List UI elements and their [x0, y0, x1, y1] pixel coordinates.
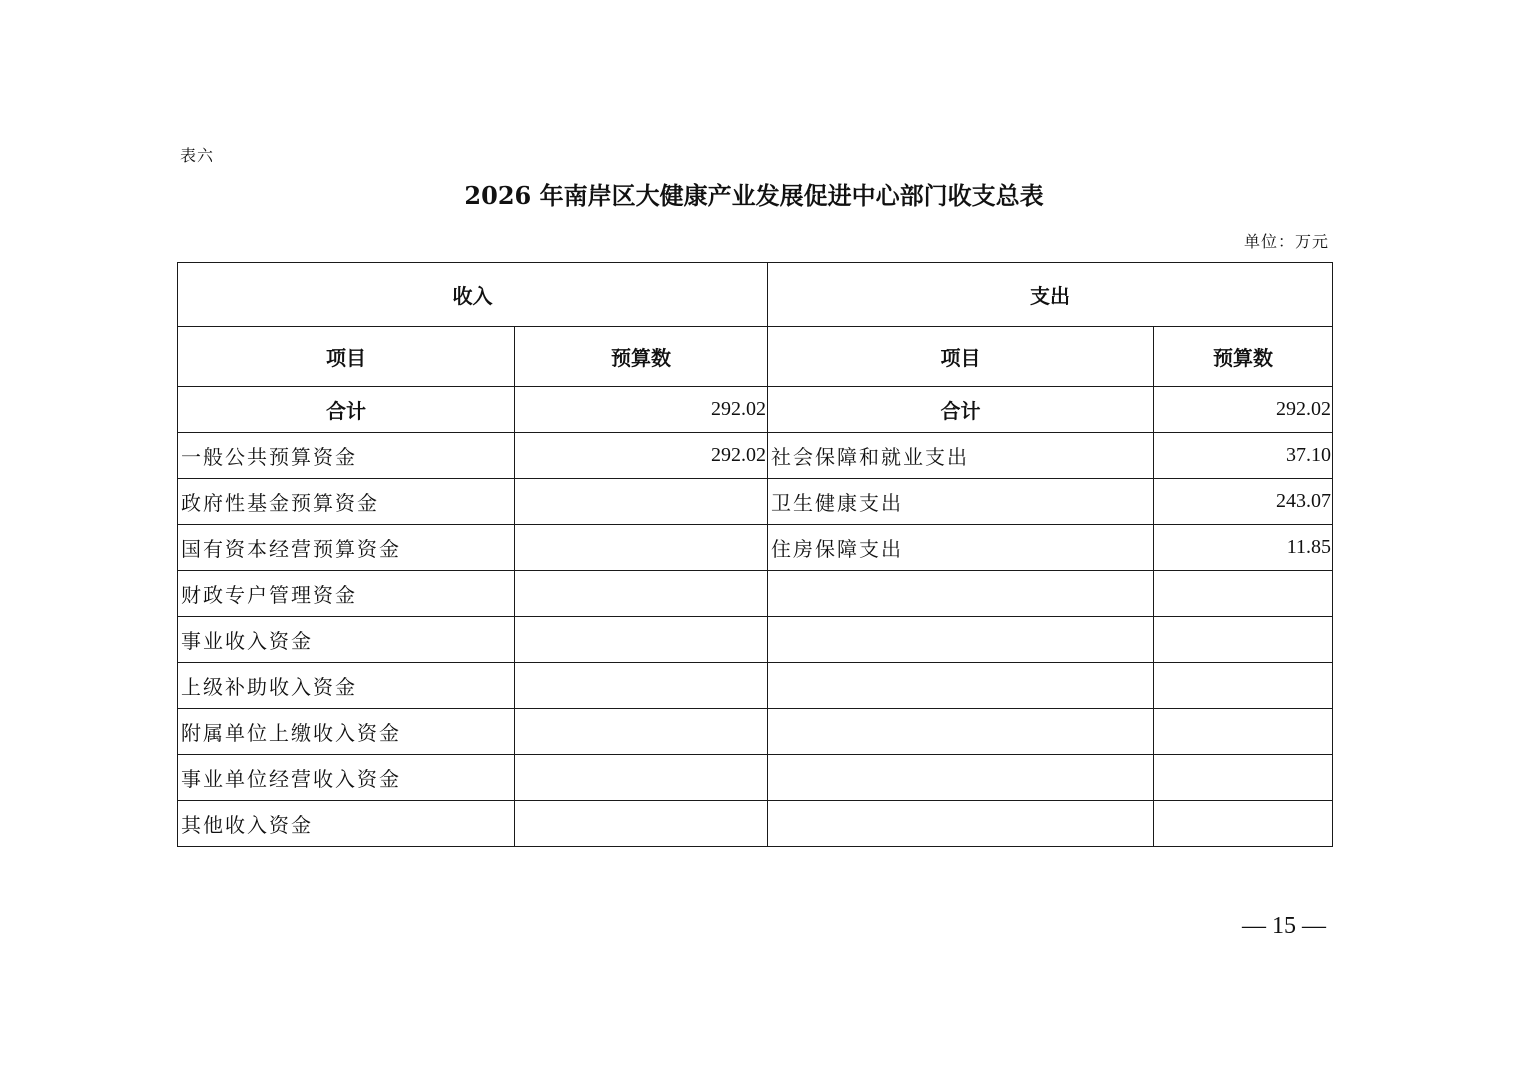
expense-value-cell [1154, 755, 1333, 801]
table-row [178, 663, 1333, 709]
expense-item-cell: 卫生健康支出 [768, 479, 1154, 525]
expense-value-cell [1154, 571, 1333, 617]
table-label: 表六 [180, 146, 215, 165]
income-value-cell [515, 755, 768, 801]
income-value-cell: 292.02 [515, 433, 768, 479]
income-item-cell: 事业单位经营收入资金 [178, 755, 515, 801]
expense-item-cell [768, 571, 1154, 617]
income-header: 收入 [178, 263, 768, 327]
income-item-cell: 国有资本经营预算资金 [178, 525, 515, 571]
table-row [178, 709, 1333, 755]
expense-item-cell: 住房保障支出 [768, 525, 1154, 571]
expense-value-cell [1154, 663, 1333, 709]
unit-label: 单位：万元 [1243, 232, 1329, 251]
expense-item-cell [768, 663, 1154, 709]
income-value-cell [515, 709, 768, 755]
expense-value-cell [1154, 617, 1333, 663]
expense-budget-header: 预算数 [1154, 327, 1333, 387]
income-value-cell [515, 571, 768, 617]
table-row [178, 433, 1333, 479]
expense-value-cell: 37.10 [1154, 433, 1333, 479]
table-row [178, 525, 1333, 571]
expense-item-cell [768, 617, 1154, 663]
section-header-row [178, 263, 1333, 327]
income-value-cell [515, 525, 768, 571]
income-item-cell: 附属单位上缴收入资金 [178, 709, 515, 755]
expense-item-header: 项目 [768, 327, 1154, 387]
income-value-cell [515, 801, 768, 847]
column-header-row [178, 327, 1333, 387]
income-value-cell [515, 479, 768, 525]
expense-total-value: 292.02 [1154, 387, 1333, 433]
table-row [178, 479, 1333, 525]
document-title: 2026 年南岸区大健康产业发展促进中心部门收支总表 [464, 181, 1044, 210]
expense-value-cell: 11.85 [1154, 525, 1333, 571]
expense-value-cell: 243.07 [1154, 479, 1333, 525]
table-row [178, 755, 1333, 801]
table-row [178, 801, 1333, 847]
page-number: — 15 — [1242, 913, 1326, 939]
income-item-cell: 一般公共预算资金 [178, 433, 515, 479]
expense-item-cell: 社会保障和就业支出 [768, 433, 1154, 479]
income-item-cell: 其他收入资金 [178, 801, 515, 847]
budget-table [177, 262, 1333, 847]
income-total-value: 292.02 [515, 387, 768, 433]
income-item-cell: 政府性基金预算资金 [178, 479, 515, 525]
income-total-label: 合计 [178, 387, 515, 433]
income-budget-header: 预算数 [515, 327, 768, 387]
income-value-cell [515, 617, 768, 663]
income-item-cell: 财政专户管理资金 [178, 571, 515, 617]
expense-item-cell [768, 801, 1154, 847]
income-item-cell: 事业收入资金 [178, 617, 515, 663]
expense-value-cell [1154, 709, 1333, 755]
total-row [178, 387, 1333, 433]
expense-total-label: 合计 [768, 387, 1154, 433]
expense-header: 支出 [768, 263, 1333, 327]
table-row [178, 617, 1333, 663]
income-item-header: 项目 [178, 327, 515, 387]
expense-item-cell [768, 755, 1154, 801]
table-row [178, 571, 1333, 617]
income-item-cell: 上级补助收入资金 [178, 663, 515, 709]
expense-value-cell [1154, 801, 1333, 847]
income-value-cell [515, 663, 768, 709]
expense-item-cell [768, 709, 1154, 755]
